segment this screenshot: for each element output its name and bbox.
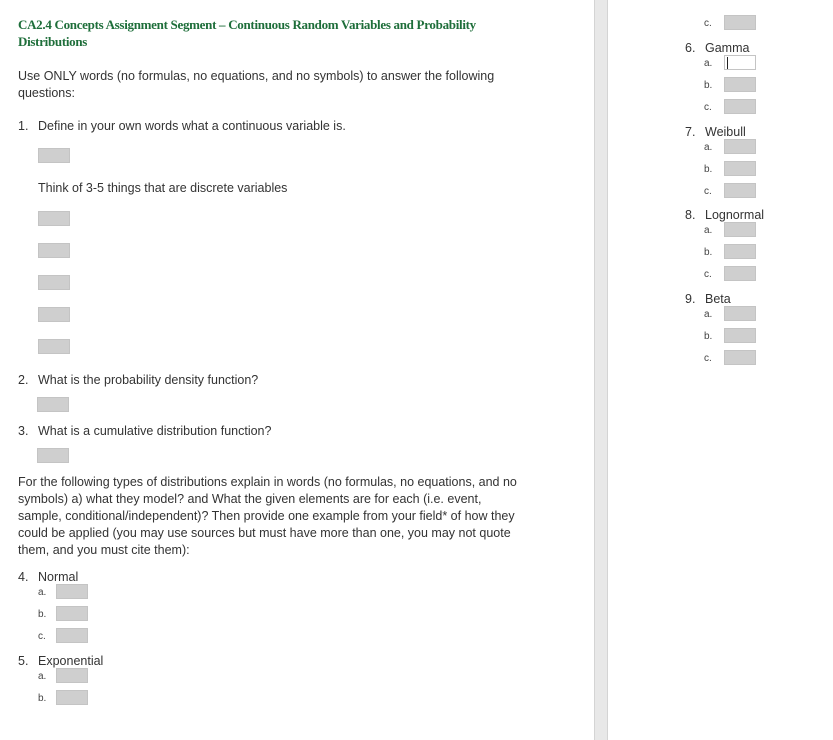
q4-sub-b: b. [38,609,47,620]
question-2 [18,372,258,388]
question-9-number: 9. [685,292,696,306]
question-4-number: 4. [18,570,29,584]
answer-field-q4a[interactable] [56,584,88,599]
answer-field-q5c[interactable] [724,15,756,30]
answer-field-q4b[interactable] [56,606,88,621]
q9-sub-c: c. [704,353,712,364]
q7-sub-a: a. [704,142,713,153]
answer-field-discrete-1[interactable] [38,211,70,226]
question-8-number: 8. [685,208,696,222]
q4-sub-a: a. [38,587,47,598]
q4-sub-c: c. [38,631,46,642]
page-gutter [594,0,608,740]
answer-field-q9a[interactable] [724,306,756,321]
question-7-number: 7. [685,125,696,139]
question-1-number: 1. [18,119,29,133]
answer-field-q5a[interactable] [56,668,88,683]
question-8 [685,207,764,223]
answer-field-q3[interactable] [37,448,69,463]
question-9 [685,291,731,307]
q8-sub-a: a. [704,225,713,236]
document-page-right [608,0,833,740]
answer-field-q6b[interactable] [724,77,756,92]
question-5-number: 5. [18,654,29,668]
question-1 [18,118,346,134]
answer-field-q6a[interactable] [724,55,756,70]
q9-sub-b: b. [704,331,713,342]
discrete-prompt: Think of 3-5 things that are discrete variables [38,181,288,195]
q9-sub-a: a. [704,309,713,320]
answer-field-q6c[interactable] [724,99,756,114]
question-5-text: Exponential [38,654,104,668]
question-9-text: Beta [705,292,731,306]
answer-field-q8c[interactable] [724,266,756,281]
question-4-text: Normal [38,570,79,584]
answer-field-discrete-3[interactable] [38,275,70,290]
answer-field-discrete-4[interactable] [38,307,70,322]
answer-field-q9b[interactable] [724,328,756,343]
question-5 [18,653,103,669]
distributions-intro: For the following types of distributions explain in words (no formulas, no equations, and no symbols) a) what they model? and What the given elements are for each (i.e. event, sample, conditional/independent)? Then provide one example from your field* of how they could be applied (you may use sources but must have more than one, you may not quote them, and you must cite them): [18,475,517,557]
q6-sub-b: b. [704,80,713,91]
answer-field-q8b[interactable] [724,244,756,259]
answer-field-q8a[interactable] [724,222,756,237]
q5-sub-b: b. [38,693,47,704]
q8-sub-c: c. [704,269,712,280]
q7-sub-b: b. [704,164,713,175]
question-7-text: Weibull [705,125,746,139]
answer-field-q2[interactable] [37,397,69,412]
q8-sub-b: b. [704,247,713,258]
question-6-number: 6. [685,41,696,55]
document-title: CA2.4 Concepts Assignment Segment – Continuous Random Variables and Probability Distributions [18,17,476,49]
q6-sub-c: c. [704,102,712,113]
question-2-number: 2. [18,373,29,387]
answer-field-discrete-5[interactable] [38,339,70,354]
q7-sub-c: c. [704,186,712,197]
answer-field-q5b[interactable] [56,690,88,705]
question-4 [18,569,78,585]
answer-field-q7b[interactable] [724,161,756,176]
question-8-text: Lognormal [705,208,765,222]
answer-field-q9c[interactable] [724,350,756,365]
question-2-text: What is the probability density function? [38,373,259,387]
question-3-text: What is a cumulative distribution function? [38,424,272,438]
answer-field-q1[interactable] [38,148,70,163]
answer-field-q7c[interactable] [724,183,756,198]
q6-sub-a: a. [704,58,713,69]
answer-field-q4c[interactable] [56,628,88,643]
answer-field-q7a[interactable] [724,139,756,154]
q5-sub-c: c. [704,18,712,29]
question-1-text: Define in your own words what a continuous variable is. [38,119,346,133]
q5-sub-a: a. [38,671,47,682]
answer-field-discrete-2[interactable] [38,243,70,258]
question-3-number: 3. [18,424,29,438]
text-cursor [727,57,728,69]
question-6 [685,40,749,56]
question-3 [18,423,271,439]
instructions-text: Use ONLY words (no formulas, no equations, and no symbols) to answer the following questions: [18,69,495,100]
question-6-text: Gamma [705,41,750,55]
question-7 [685,124,746,140]
